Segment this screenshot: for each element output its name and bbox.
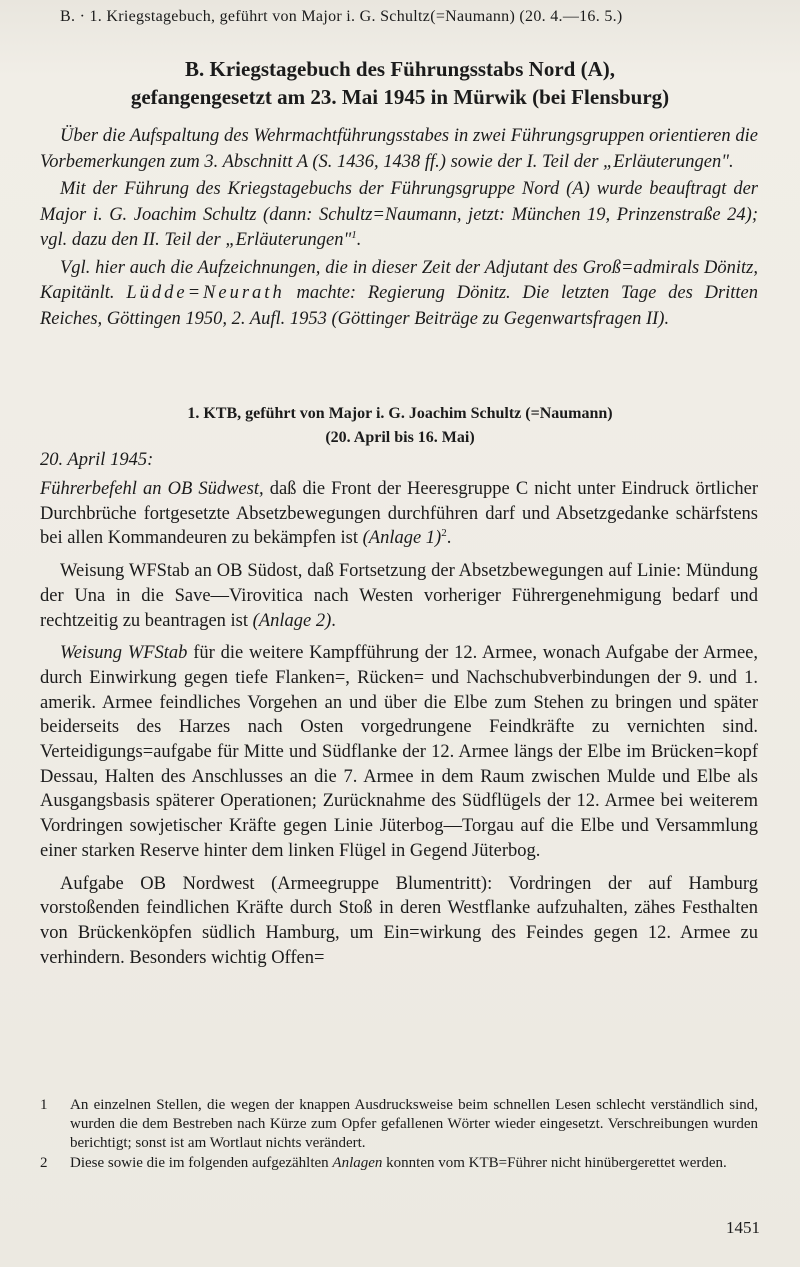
running-head: B. · 1. Kriegstagebuch, geführt von Major i. G. Schultz(=Naumann) (20. 4.—16. 5.): [60, 8, 623, 25]
footnote-text: An einzelnen Stellen, die wegen der knappen Ausdrucksweise beim schnellen Lesen schlecht verständlich sind, wurden die dem Bestreben nach Kürze zum Opfer gefallenen Wörter wieder eingesetzt. Verschreibungen wurden berichtigt; sonst ist am Wortlaut nichts verändert.: [70, 1097, 758, 1151]
intro-paragraph-1: Über die Aufspaltung des Wehrmachtführungsstabes in zwei Führungsgruppen orientieren die Vorbemerkungen zum 3. Abschnitt A (S. 1436, 1438 ff.) sowie der I. Teil der „Erläuterungen".: [40, 126, 758, 172]
chapter-title-line-1: B. Kriegstagebuch des Führungsstabs Nord (A),: [185, 57, 615, 81]
entry-date: 20. April 1945:: [40, 450, 154, 470]
body-paragraph-1: Führerbefehl an OB Südwest, daß die Front der Heeresgruppe C nicht unter Eindruck örtlicher Durchbrüche fortgesetzte Absetzbewegungen durchführen darf und Absetzgedanke schärfstens bei allen Kommandeuren zu bekämpfen ist (Anlage 1)$^2$.: [40, 479, 758, 549]
intro-section: [40, 124, 758, 334]
footnote-text: Diese sowie die im folgenden aufgezählten Anlagen konnten vom KTB=Führer nicht hinübergerettet werden.: [70, 1155, 727, 1171]
spaced-name: Lüdde=Neurath: [126, 283, 285, 303]
footnote-2: [40, 1154, 758, 1173]
footnote-number: 2: [40, 1155, 48, 1171]
subheading-line-2: (20. April bis 16. Mai): [325, 429, 475, 446]
footnote-ref-2: 2: [441, 527, 447, 540]
intro-paragraph-2: Mit der Führung des Kriegstagebuchs der Führungsgruppe Nord (A) wurde beauftragt der Major i. G. Joachim Schultz (dann: Schultz=Naumann, jetzt: München 19, Prinzenstraße 24); vgl. dazu den II. Teil der „Erläuterungen"$^1$.: [40, 179, 758, 250]
page-number: 1451: [726, 1218, 760, 1237]
footnote-ref-1: 1: [351, 228, 357, 241]
footnote-number: 1: [40, 1097, 48, 1113]
chapter-title: [40, 55, 760, 111]
intro-paragraph-3: Vgl. hier auch die Aufzeichnungen, die in dieser Zeit der Adjutant des Groß=admirals Dönitz, Kapitänlt. Lüdde=Neurath machte: Regierung Dönitz. Die letzten Tage des Dritten Reiches, Göttingen 1950, 2. Aufl. 1953 (Göttinger Beiträge zu Gegenwartsfragen II).: [40, 257, 759, 329]
chapter-title-line-2: gefangengesetzt am 23. Mai 1945 in Mürwik (bei Flensburg): [130, 85, 670, 109]
body-text: [40, 477, 758, 978]
body-paragraph-4: Aufgabe OB Nordwest (Armeegruppe Blumentritt): Vordringen der auf Hamburg vorstoßenden feindlichen Kräfte durch Stoß in deren Westflanke aufzuhalten, zähes Festhalten von Brückenköpfen südlich Hamburg, um Ein=wirkung des Feindes gegen 12. Armee zu verhindern. Besonders wichtig Offen=: [40, 873, 758, 968]
body-paragraph-2: Weisung WFStab an OB Südost, daß Fortsetzung der Absetzbewegungen auf Linie: Mündung der Una in die Save—Virovitica nach Westen vorheriger Führergenehmigung bedarf und rechtzeitig zu beantragen ist (Anlage 2).: [40, 561, 758, 631]
footnotes: [40, 1096, 758, 1174]
body-paragraph-3: Weisung WFStab für die weitere Kampfführung der 12. Armee, wonach Aufgabe der Armee, durch Einwirkung gegen tiefe Flanken=, Rücken= und Nachschubverbindungen der 9. und 1. amerik. Armee feindliches Vorgehen an und über die Elbe zum Stehen zu bringen und später beiderseits des Harzes nach Osten vorgedrungene Feindkräfte zu vernichten sind. Verteidigungs=aufgabe für Mitte und Südflanke der 12. Armee längs der Elbe im Brücken=kopf Dessau, Halten des Anschlusses an die 7. Armee in dem Raum zwischen Mulde und Elbe als Ausgangsbasis späterer Operationen; Zurücknahme des Südflügels der 12. Armee bei weiterem Vordringen sowjetischer Kräfte gegen Linie Jüterbog—Torgau auf die Elbe und Versammlung einer starken Reserve hinter dem linken Flügel in Gegend Jüterbog.: [40, 643, 758, 861]
section-subheading: [40, 402, 760, 450]
footnote-1: [40, 1096, 758, 1153]
subheading-line-1: 1. KTB, geführt von Major i. G. Joachim Schultz (=Naumann): [187, 405, 613, 422]
